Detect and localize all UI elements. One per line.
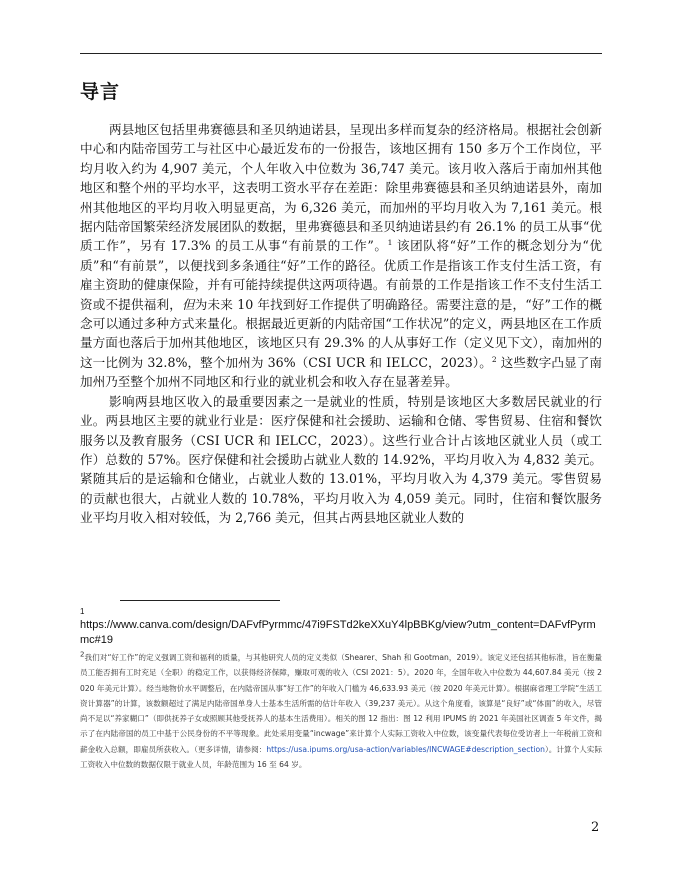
- footnote-1-marker: 1: [80, 607, 85, 616]
- footnote-1-url[interactable]: https://www.canva.com/design/DAFvfPyrmmc/47i9FSTd2keXXuY4lpBBKg/view?utm_content=DAFvfPyrmmc#19: [80, 619, 596, 646]
- page-number: 2: [591, 820, 600, 835]
- footnote-separator: [120, 600, 280, 601]
- paragraph-1-italic: 但: [182, 296, 195, 312]
- paragraph-1: [80, 120, 602, 392]
- paragraph-1-part-b: 该团队将“好”工作的概念划分为“优质”和“有前景”，以便找到多条通往“好”工作的路径。优质工作是指该工作支付生活工资，有雇主资助的健康保险，并有可能持续提供这两项待遇。有前景的工作是指该工作不支付生活工资或不提供福利，: [80, 238, 602, 312]
- footnote-1: [80, 606, 602, 648]
- footnote-2-tail: ）。计算个人实际工资收入中位数的数据仅限于就业人员，年龄范围为 16 至 64 岁。: [80, 744, 602, 770]
- footnote-2-text: 我们对“好工作”的定义强调工资和福利的质量，与其他研究人员的定义类似（Shearer、Shah 和 Gootman，2019）。该定义还包括其他标准，旨在衡量员工能否拥有工时充足（全职）的稳定工作，以获得经济保障，赚取可观的收入（CSI 2021：5）。2020 年，全国年收入中位数为 44,607.84 美元（按 2020 年美元计算）。经当地物价水平调整后，在内陆帝国从事“好工作”的年收入门槛为 46,633.93 美元（按 2020 年美元计算）。根据麻省理工学院“生活工资计算器”的计算，该数额超过了满足内陆帝国单身人士基本生活所需的估计年收入（39,237 美元）。从这个角度看，该算是“良好”或“体面”的收入，尽管尚不足以“养家糊口”（即供抚养子女或照顾其他受抚养人的基本生活费用）。相关的图 12 指出：图 12 利用 IPUMS 的 2021 年美国社区调查 5 年文件，揭示了在内陆帝国的员工中基于公民身份的不平等现象。此处采用变量“incwage”来计算个人实际工资收入中位数，该变量代表每位受访者上一年税前工资和薪金收入总额，即雇员所获收入。（更多详情，请参阅：: [80, 653, 602, 754]
- body-text: [80, 120, 602, 528]
- footnotes: [80, 606, 602, 772]
- paragraph-1-part-c: 为未来 10 年找到好工作提供了明确路径。需要注意的是，“好”工作的概念可以通过多种方式来量化。根据最近更新的内陆帝国“工作状况”的定义，两县地区在工作质量方面也落后于加州其他地区，该地区只有 29.3% 的人从事好工作（定义见下文），南加州的这一比例为 32.8%，整个加州为 36%（CSI UCR 和 IELCC，2023）。: [80, 296, 603, 370]
- footnote-2-marker: 2: [80, 650, 85, 659]
- footnote-2: [80, 650, 602, 772]
- paragraph-2: 影响两县地区收入的最重要因素之一是就业的性质，特别是该地区大多数居民就业的行业。两县地区主要的就业行业是：医疗保健和社会援助、运输和仓储、零售贸易、住宿和餐饮服务以及教育服务（CSI UCR 和 IELCC，2023）。这些行业合计占该地区就业人员（或工作）总数的 57%。医疗保健和社会援助占就业人数的 14.92%，平均月收入为 4,832 美元。紧随其后的是运输和仓储业，占就业人数的 13.01%，平均月收入为 4,379 美元。零售贸易的贡献也很大，占就业人数的 10.78%，平均月收入为 4,059 美元。同时，住宿和餐饮服务业平均月收入相对较低，为 2,766 美元，但其占两县地区就业人数的: [80, 393, 602, 526]
- footnote-reference-1: 1: [387, 238, 393, 248]
- footnote-reference-2: 2: [491, 354, 497, 364]
- paragraph-1-part-a: 两县地区包括里弗赛德县和圣贝纳迪诺县，呈现出多样而复杂的经济格局。根据社会创新中心和内陆帝国劳工与社区中心最近发布的一份报告，该地区拥有 150 多万个工作岗位，平均月收入约为 4,907 美元，个人年收入中位数为 36,747 美元。该月收入落后于南加州其他地区和整个州的平均水平，这表明工资水平存在差距：除里弗赛德县和圣贝纳迪诺县外，南加州其他地区的平均月收入明显更高，为 6,326 美元，而加州的平均月收入为 7,161 美元。根据内陆帝国繁荣经济发展团队的数据，里弗赛德县和圣贝纳迪诺县约有 26.1% 的员工从事“优质工作”，另有 17.3% 的员工从事“有前景的工作”。: [80, 122, 602, 254]
- footnote-2-link[interactable]: https://usa.ipums.org/usa-action/variables/INCWAGE#description_section: [266, 744, 545, 754]
- section-heading: 导言: [80, 81, 121, 103]
- paragraph-1-part-d: 这些数字凸显了南加州乃至整个加州不同地区和行业的就业机会和收入存在显著差异。: [80, 354, 602, 390]
- header-rule: [80, 53, 602, 54]
